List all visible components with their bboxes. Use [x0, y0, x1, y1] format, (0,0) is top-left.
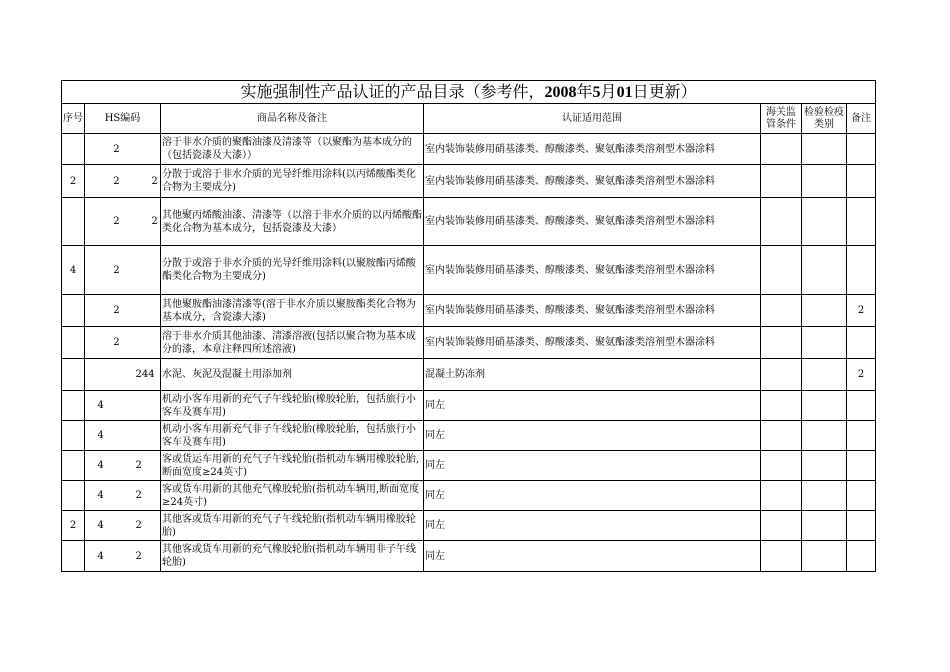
- hs-code-cell: 244: [85, 359, 161, 391]
- hs-code-cell: 2 2: [85, 165, 161, 198]
- product-name-cell: 客或货运车用新的充气子午线轮胎(指机动车辆用橡胶轮胎,断面宽度≥24英寸): [161, 451, 424, 481]
- title-month: 5: [592, 84, 601, 101]
- title-text-1: 实施强制性产品认证的产品目录（参考件，: [240, 82, 545, 101]
- customs-cell: [761, 511, 802, 541]
- cert-scope-cell: 室内装饰装修用硝基漆类、醇酸漆类、聚氨酯漆类溶剂型木器涂料: [424, 198, 761, 246]
- cert-scope-cell: 同左: [424, 391, 761, 421]
- inspection-cell: [802, 134, 847, 165]
- inspection-cell: [802, 198, 847, 246]
- cert-scope-cell: 室内装饰装修用硝基漆类、醇酸漆类、聚氨酯漆类溶剂型木器涂料: [424, 327, 761, 359]
- table-row: [62, 327, 876, 359]
- header-hs-code: HS编码: [85, 104, 161, 134]
- seq-cell: [62, 421, 85, 451]
- customs-cell: [761, 451, 802, 481]
- cert-scope-cell: 室内装饰装修用硝基漆类、醇酸漆类、聚氨酯漆类溶剂型木器涂料: [424, 165, 761, 198]
- cert-scope-cell: 同左: [424, 481, 761, 511]
- product-name-cell: 溶于非水介质的聚酯油漆及清漆等（以聚酯为基本成分的（包括瓷漆及大漆））: [161, 134, 424, 165]
- note-cell: [847, 541, 876, 572]
- customs-cell: [761, 359, 802, 391]
- header-row: [62, 104, 876, 134]
- inspection-cell: [802, 451, 847, 481]
- customs-cell: [761, 481, 802, 511]
- title-year-unit: 年: [576, 82, 593, 101]
- seq-cell: [62, 451, 85, 481]
- seq-cell: [62, 295, 85, 327]
- title-text-2: 日更新）: [632, 82, 697, 101]
- customs-cell: [761, 541, 802, 572]
- cert-scope-cell: 室内装饰装修用硝基漆类、醇酸漆类、聚氨酯漆类溶剂型木器涂料: [424, 134, 761, 165]
- cert-scope-cell: 同左: [424, 451, 761, 481]
- table-row: [62, 198, 876, 246]
- header-note: 备注: [847, 104, 876, 134]
- title-year: 2008: [544, 84, 577, 101]
- table-row: [62, 246, 876, 295]
- cert-scope-cell: 同左: [424, 541, 761, 572]
- inspection-cell: [802, 391, 847, 421]
- seq-cell: 2: [62, 511, 85, 541]
- table-row: [62, 391, 876, 421]
- cert-scope-cell: 混凝土防冻剂: [424, 359, 761, 391]
- seq-cell: [62, 198, 85, 246]
- product-name-cell: 其他聚丙烯酸油漆、清漆等（以溶于非水介质的以丙烯酸酯类化合物为基本成分，包括瓷漆及大漆）: [161, 198, 424, 246]
- note-cell: [847, 246, 876, 295]
- inspection-cell: [802, 541, 847, 572]
- header-customs: 海关监管条件: [761, 104, 802, 134]
- note-cell: [847, 421, 876, 451]
- product-name-cell: 其他客或货车用新的充气橡胶轮胎(指机动车辆用非子午线轮胎): [161, 541, 424, 572]
- note-cell: [847, 327, 876, 359]
- inspection-cell: [802, 481, 847, 511]
- seq-cell: [62, 481, 85, 511]
- inspection-cell: [802, 511, 847, 541]
- seq-cell: [62, 359, 85, 391]
- inspection-cell: [802, 165, 847, 198]
- seq-cell: [62, 541, 85, 572]
- customs-cell: [761, 391, 802, 421]
- page-title: [62, 81, 876, 104]
- product-name-cell: 机动小客车用新充气非子午线轮胎(橡胶轮胎，包括旅行小客车及赛车用): [161, 421, 424, 451]
- title-day: 01: [616, 84, 633, 101]
- product-name-cell: 机动小客车用新的充气子午线轮胎(橡胶轮胎，包括旅行小客车及赛车用): [161, 391, 424, 421]
- inspection-cell: [802, 295, 847, 327]
- seq-cell: [62, 391, 85, 421]
- customs-cell: [761, 165, 802, 198]
- hs-code-cell: 2: [85, 134, 161, 165]
- note-cell: [847, 511, 876, 541]
- inspection-cell: [802, 327, 847, 359]
- seq-cell: 2: [62, 165, 85, 198]
- inspection-cell: [802, 421, 847, 451]
- table-row: [62, 481, 876, 511]
- hs-code-cell: 2 2: [85, 198, 161, 246]
- table-row: [62, 359, 876, 391]
- note-cell: [847, 198, 876, 246]
- product-name-cell: 溶于非水介质其他油漆、清漆溶液(包括以聚合物为基本成分的漆，本章注释四所述溶液): [161, 327, 424, 359]
- hs-code-cell: 4: [85, 421, 161, 451]
- customs-cell: [761, 198, 802, 246]
- header-seq: 序号: [62, 104, 85, 134]
- note-cell: [847, 451, 876, 481]
- product-name-cell: 其他客或货车用新的充气子午线轮胎(指机动车辆用橡胶轮胎): [161, 511, 424, 541]
- cert-scope-cell: 室内装饰装修用硝基漆类、醇酸漆类、聚氨酯漆类溶剂型木器涂料: [424, 295, 761, 327]
- table-row: [62, 541, 876, 572]
- table-row: [62, 134, 876, 165]
- hs-code-cell: 4 2: [85, 541, 161, 572]
- customs-cell: [761, 134, 802, 165]
- inspection-cell: [802, 246, 847, 295]
- title-row: [62, 81, 876, 104]
- seq-cell: [62, 327, 85, 359]
- table-row: [62, 451, 876, 481]
- product-name-cell: 其他聚胺酯油漆清漆等(溶于非水介质以聚胺酯类化合物为基本成分，含瓷漆大漆): [161, 295, 424, 327]
- hs-code-cell: 4 2: [85, 511, 161, 541]
- table-row: [62, 511, 876, 541]
- hs-code-cell: 2: [85, 295, 161, 327]
- hs-code-cell: 4 2: [85, 451, 161, 481]
- seq-cell: [62, 134, 85, 165]
- table-row: [62, 165, 876, 198]
- product-catalog-table: [61, 80, 876, 572]
- note-cell: 2: [847, 295, 876, 327]
- customs-cell: [761, 327, 802, 359]
- hs-code-cell: 2: [85, 246, 161, 295]
- table-row: [62, 295, 876, 327]
- inspection-cell: [802, 359, 847, 391]
- cert-scope-cell: 同左: [424, 511, 761, 541]
- hs-code-cell: 4: [85, 391, 161, 421]
- cert-scope-cell: 同左: [424, 421, 761, 451]
- header-product-name: 商品名称及备注: [161, 104, 424, 134]
- document-sheet: [61, 80, 875, 572]
- product-name-cell: 分散于或溶于非水介质的光导纤维用涂料(以丙烯酸酯类化合物为主要成分): [161, 165, 424, 198]
- title-month-unit: 月: [600, 82, 617, 101]
- note-cell: 2: [847, 359, 876, 391]
- product-name-cell: 客或货车用新的其他充气橡胶轮胎(指机动车辆用,断面宽度≥24英寸): [161, 481, 424, 511]
- seq-cell: 4: [62, 246, 85, 295]
- cert-scope-cell: 室内装饰装修用硝基漆类、醇酸漆类、聚氨酯漆类溶剂型木器涂料: [424, 246, 761, 295]
- note-cell: [847, 134, 876, 165]
- product-name-cell: 水泥、灰泥及混凝土用添加剂: [161, 359, 424, 391]
- customs-cell: [761, 421, 802, 451]
- note-cell: [847, 481, 876, 511]
- header-cert-scope: 认证适用范围: [424, 104, 761, 134]
- product-name-cell: 分散于或溶于非水介质的光导纤维用涂料(以聚胺酯丙烯酸酯类化合物为主要成分): [161, 246, 424, 295]
- hs-code-cell: 4 2: [85, 481, 161, 511]
- header-inspection: 检验检疫类别: [802, 104, 847, 134]
- table-row: [62, 421, 876, 451]
- table-body: [62, 134, 876, 572]
- hs-code-cell: 2: [85, 327, 161, 359]
- customs-cell: [761, 295, 802, 327]
- note-cell: [847, 391, 876, 421]
- customs-cell: [761, 246, 802, 295]
- note-cell: [847, 165, 876, 198]
